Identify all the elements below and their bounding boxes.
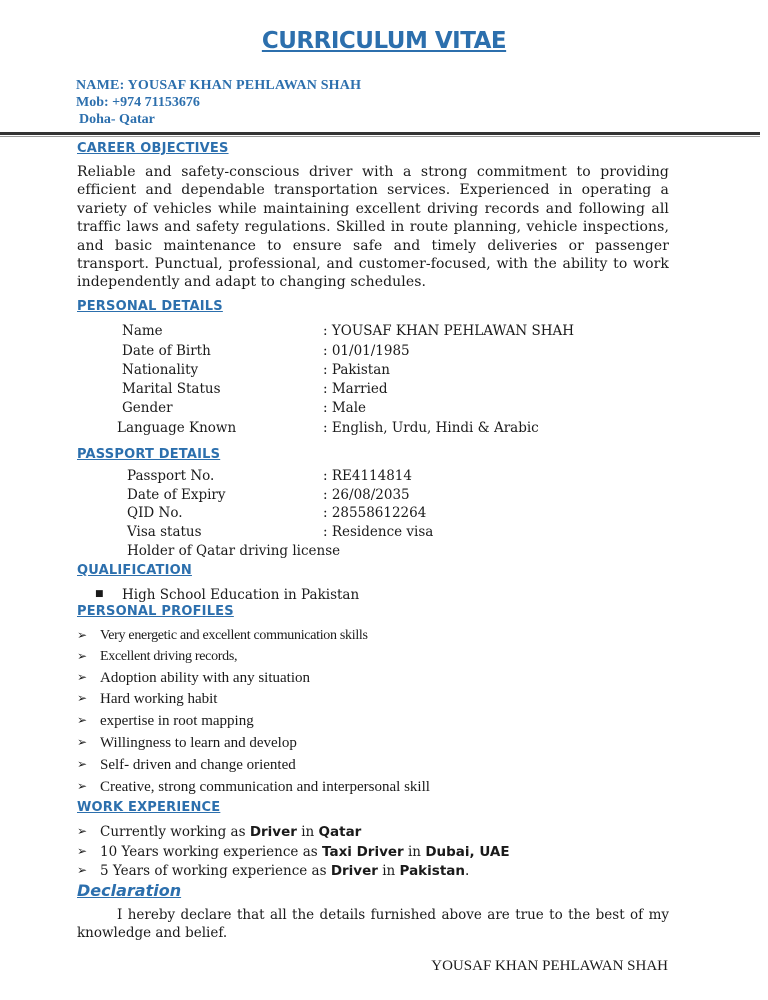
declaration-text: I hereby declare that all the details furnished above are true to the best of my knowledge and belief. [77,907,669,941]
work-role: Driver [330,863,378,879]
declaration-heading: Declaration [77,881,182,900]
work-text [100,844,510,860]
passport-label: Passport No. [127,468,215,484]
work-text-part: . [465,863,470,879]
work-text [100,824,361,840]
passport-value: : RE4114814 [323,468,412,484]
profile-text: Willingness to learn and develop [100,735,297,751]
arrow-bullet-icon: ➢ [77,670,88,684]
personal-value: : Married [323,381,388,397]
personal-heading: PERSONAL DETAILS [77,299,223,314]
personal-label: Nationality [122,362,199,378]
profile-text: Creative, strong communication and interpersonal skill [100,779,430,795]
passport-value: : 28558612264 [323,505,427,521]
personal-label: Name [122,323,163,339]
personal-value: : Male [323,400,367,416]
arrow-bullet-icon: ➢ [77,757,88,771]
passport-value: : 26/08/2035 [323,487,410,503]
work-heading: WORK EXPERIENCE [77,800,221,815]
work-location: Qatar [318,824,362,840]
work-location: Pakistan [399,863,465,879]
personal-value: : YOUSAF KHAN PEHLAWAN SHAH [323,323,575,339]
arrow-bullet-icon: ➢ [77,735,88,749]
profile-text: Hard working habit [100,691,218,707]
signature-name: YOUSAF KHAN PEHLAWAN SHAH [431,958,668,974]
passport-heading: PASSPORT DETAILS [77,447,221,462]
arrow-bullet-icon: ➢ [77,844,88,858]
qualification-text: High School Education in Pakistan [122,587,360,603]
work-text-part: 10 Years working experience as [100,844,322,860]
contact-name: NAME: YOUSAF KHAN PEHLAWAN SHAH [76,78,362,93]
profiles-heading: PERSONAL PROFILES [77,604,234,619]
personal-label: Date of Birth [122,343,211,359]
career-heading: CAREER OBJECTIVES [77,141,229,156]
header-divider [0,132,760,135]
profile-text: Very energetic and excellent communication skills [100,628,368,643]
work-text-part: in [403,844,426,860]
arrow-bullet-icon: ➢ [77,863,88,877]
work-role: Taxi Driver [321,844,404,860]
qualification-heading: QUALIFICATION [77,563,192,578]
personal-label: Language Known [117,420,237,436]
work-location: Dubai, UAE [425,844,510,860]
profile-text: Self- driven and change oriented [100,757,296,773]
square-bullet-icon: ■ [95,589,104,599]
arrow-bullet-icon: ➢ [77,713,88,727]
personal-label: Marital Status [122,381,221,397]
passport-label: Date of Expiry [127,487,226,503]
contact-block [76,77,361,128]
contact-mobile: Mob: +974 71153676 [76,95,200,110]
profile-text: Excellent driving records, [100,649,238,664]
personal-label: Gender [122,400,173,416]
work-text-part: 5 Years of working experience as [100,863,331,879]
personal-value: : English, Urdu, Hindi & Arabic [323,420,539,436]
arrow-bullet-icon: ➢ [77,779,88,793]
header-divider-thin [0,136,760,137]
career-text: Reliable and safety-conscious driver with a strong commitment to providing efficient and dependable transportation services. Experienced in operating a variety of vehicles while maintaining excellent driving records and following all traffic laws and safety regulations. Skilled in route planning, vehicle inspections, and basic maintenance to ensure safe and timely deliveries or passenger transport. Punctual, professional, and customer-focused, with the ability to work independently and adapt to changing schedules. [77,164,669,291]
passport-label: QID No. [127,505,183,521]
profile-text: expertise in root mapping [100,713,254,729]
contact-location: Doha- Qatar [79,112,155,127]
license-text: Holder of Qatar driving license [127,543,341,559]
profile-text: Adoption ability with any situation [100,670,310,686]
page-title: CURRICULUM VITAE [261,28,507,54]
personal-value: : 01/01/1985 [323,343,410,359]
arrow-bullet-icon: ➢ [77,691,88,705]
arrow-bullet-icon: ➢ [77,649,88,663]
arrow-bullet-icon: ➢ [77,824,88,838]
passport-value: : Residence visa [323,524,434,540]
personal-value: : Pakistan [323,362,390,378]
work-text [100,863,469,879]
work-text-part: in [296,824,319,840]
work-text-part: in [377,863,400,879]
work-role: Driver [249,824,297,840]
passport-label: Visa status [127,524,202,540]
arrow-bullet-icon: ➢ [77,628,88,642]
work-text-part: Currently working as [100,824,250,840]
